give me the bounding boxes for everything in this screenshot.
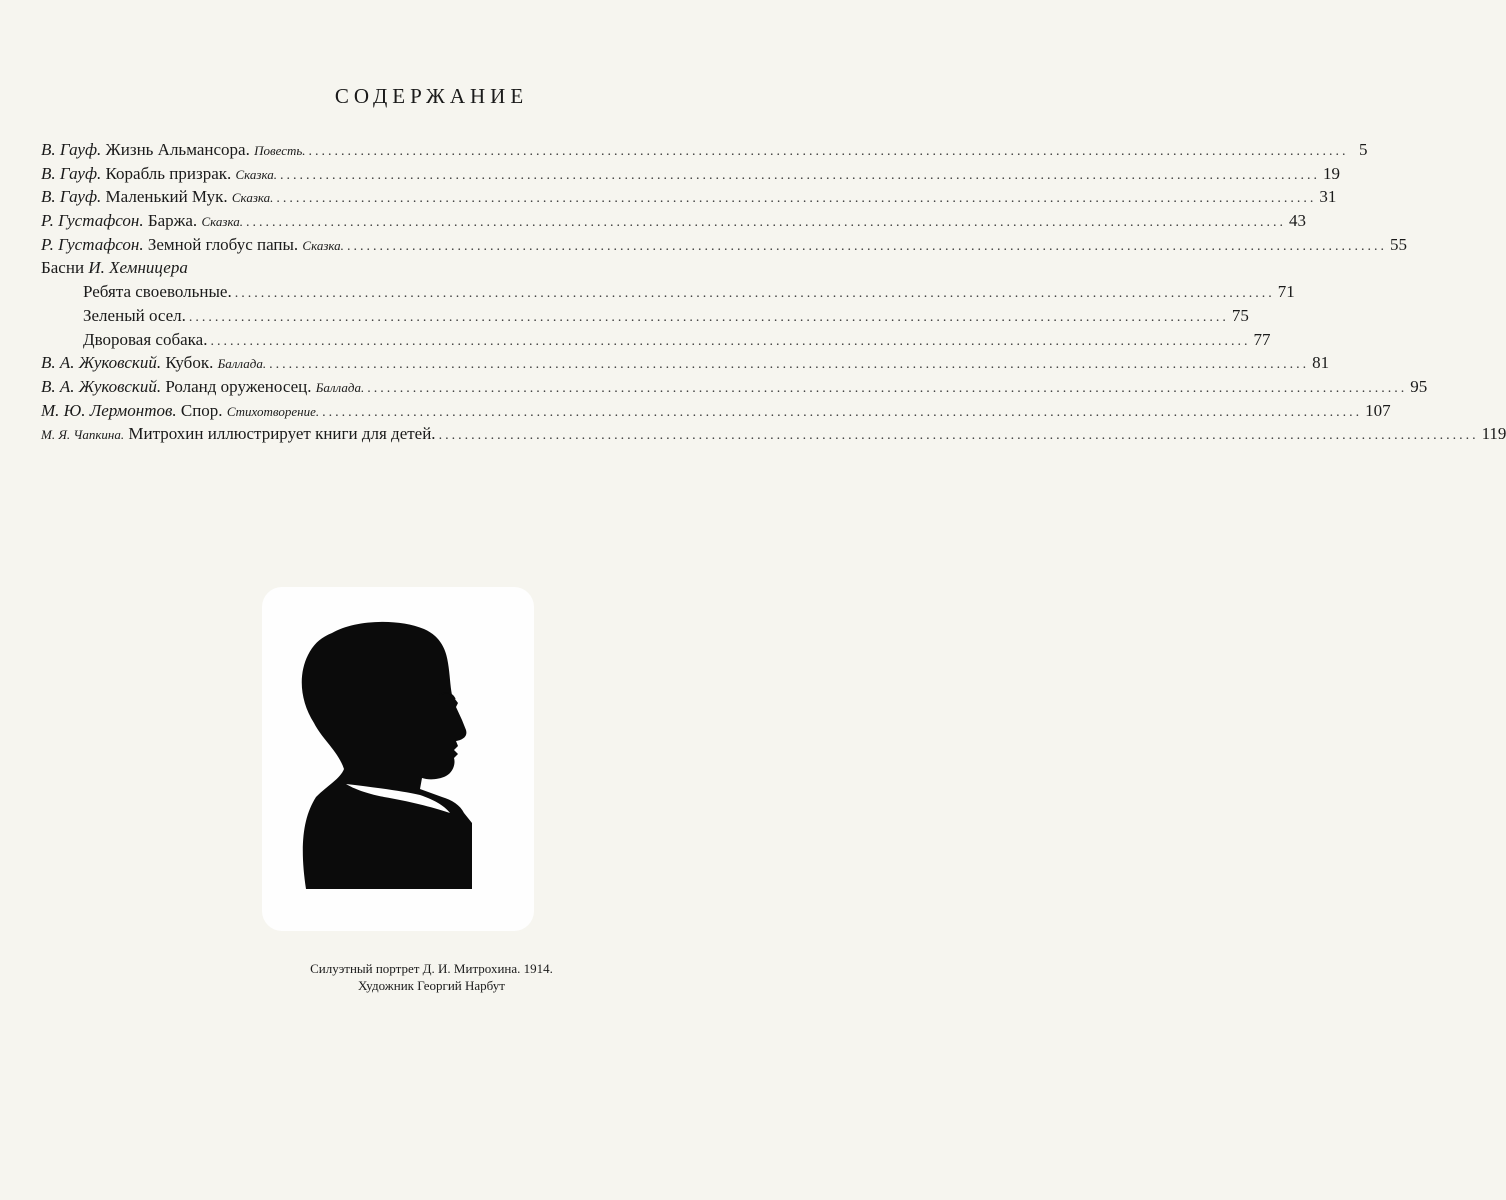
leader-dots: ................................................................................................................................................................ bbox=[308, 144, 1349, 159]
leader-dots: ................................................................................................................................................................ bbox=[210, 333, 1251, 349]
entry-page: 75 bbox=[1231, 305, 1249, 325]
leader-dots: ................................................................................................................................................................ bbox=[188, 309, 1229, 325]
entry-author: М. Ю. Лермонтов. bbox=[41, 400, 177, 420]
entry-title: Роланд оруженосец. bbox=[165, 376, 312, 396]
entry-author: Р. Густафсон. bbox=[41, 234, 144, 254]
entry-author: В. А. Жуковский. bbox=[41, 353, 162, 373]
entry-page: 19 bbox=[1323, 163, 1341, 183]
toc-section-heading bbox=[41, 258, 768, 282]
entry-author: В. А. Жуковский. bbox=[41, 376, 162, 396]
caption-line: Силуэтный портрет Д. И. Митрохина. 1914. bbox=[310, 961, 553, 976]
entry-title: Земной глобус папы. bbox=[147, 234, 299, 254]
toc-entry bbox=[41, 376, 1428, 401]
leader-dots: ................................................................................................................................................................ bbox=[234, 286, 1275, 302]
toc-entry bbox=[41, 400, 1391, 425]
toc-entry bbox=[41, 163, 1341, 188]
leader-dots: ................................................................................................................................................................ bbox=[367, 380, 1408, 396]
leader-dots: ................................................................................................................................................................ bbox=[269, 357, 1310, 373]
leader-dots: ................................................................................................................................................................ bbox=[245, 215, 1286, 231]
caption-line: Художник Георгий Нарбут bbox=[358, 978, 505, 993]
toc-entry bbox=[41, 187, 1337, 211]
table-of-contents bbox=[41, 140, 1506, 448]
portrait-card bbox=[262, 587, 534, 931]
entry-author: В. Гауф. bbox=[41, 187, 102, 207]
entry-author: В. Гауф. bbox=[41, 140, 102, 159]
entry-page: 55 bbox=[1389, 234, 1407, 254]
entry-title: Спор. bbox=[180, 400, 223, 420]
entry-title: Дворовая собака. bbox=[83, 329, 208, 349]
entry-title: Баржа. bbox=[147, 211, 198, 231]
entry-author: М. Я. Чапкина. bbox=[41, 427, 125, 443]
toc-entry bbox=[41, 353, 1330, 377]
illustration-caption bbox=[0, 960, 863, 994]
entry-genre: Баллада. bbox=[217, 356, 267, 372]
entry-page: 77 bbox=[1253, 329, 1271, 349]
entry-author: Р. Густафсон. bbox=[41, 211, 144, 231]
toc-entry bbox=[41, 211, 1306, 235]
entry-author: В. Гауф. bbox=[41, 163, 102, 183]
entry-title: Жизнь Альмансора. bbox=[105, 140, 250, 159]
entry-page: 71 bbox=[1277, 282, 1295, 302]
leader-dots: ................................................................................................................................................................ bbox=[438, 428, 1479, 444]
toc-entry bbox=[41, 329, 1271, 354]
entry-genre: Сказка. bbox=[302, 237, 344, 253]
entry-title: Ребята своевольные. bbox=[83, 282, 232, 302]
entry-page: 43 bbox=[1288, 211, 1306, 231]
leader-dots: ................................................................................................................................................................ bbox=[280, 167, 1321, 183]
section-heading-prefix: Басни bbox=[41, 258, 85, 278]
leader-dots: ................................................................................................................................................................ bbox=[322, 404, 1363, 420]
entry-title: Маленький Мук. bbox=[105, 187, 228, 207]
entry-genre: Повесть. bbox=[254, 143, 306, 158]
entry-page: 107 bbox=[1365, 400, 1391, 420]
entry-page: 119 bbox=[1481, 424, 1506, 444]
entry-page: 5 bbox=[1359, 140, 1368, 159]
toc-entry bbox=[41, 282, 1295, 306]
toc-entry bbox=[41, 140, 1368, 164]
entry-page: 95 bbox=[1410, 376, 1428, 396]
toc-entry bbox=[41, 234, 1407, 259]
section-heading-author: И. Хемницера bbox=[88, 258, 188, 278]
entry-title: Зеленый осел. bbox=[83, 305, 186, 325]
entry-genre: Сказка. bbox=[231, 190, 274, 206]
entry-genre: Сказка. bbox=[201, 214, 243, 230]
entry-genre: Стихотворение. bbox=[226, 403, 320, 419]
entry-page: 31 bbox=[1319, 187, 1337, 207]
leader-dots: ................................................................................................................................................................ bbox=[276, 191, 1317, 207]
toc-entry bbox=[41, 424, 1506, 448]
silhouette-portrait bbox=[292, 619, 478, 889]
entry-genre: Баллада. bbox=[315, 379, 365, 395]
entry-title: Корабль призрак. bbox=[105, 163, 232, 183]
entry-title: Митрохин иллюстрирует книги для детей. bbox=[128, 424, 436, 444]
entry-genre: Сказка. bbox=[235, 166, 278, 182]
toc-entry bbox=[41, 305, 1249, 330]
entry-title: Кубок. bbox=[165, 353, 214, 373]
contents-title: СОДЕРЖАНИЕ bbox=[334, 84, 529, 108]
entry-page: 81 bbox=[1312, 353, 1330, 373]
leader-dots: ................................................................................................................................................................ bbox=[346, 238, 1387, 254]
